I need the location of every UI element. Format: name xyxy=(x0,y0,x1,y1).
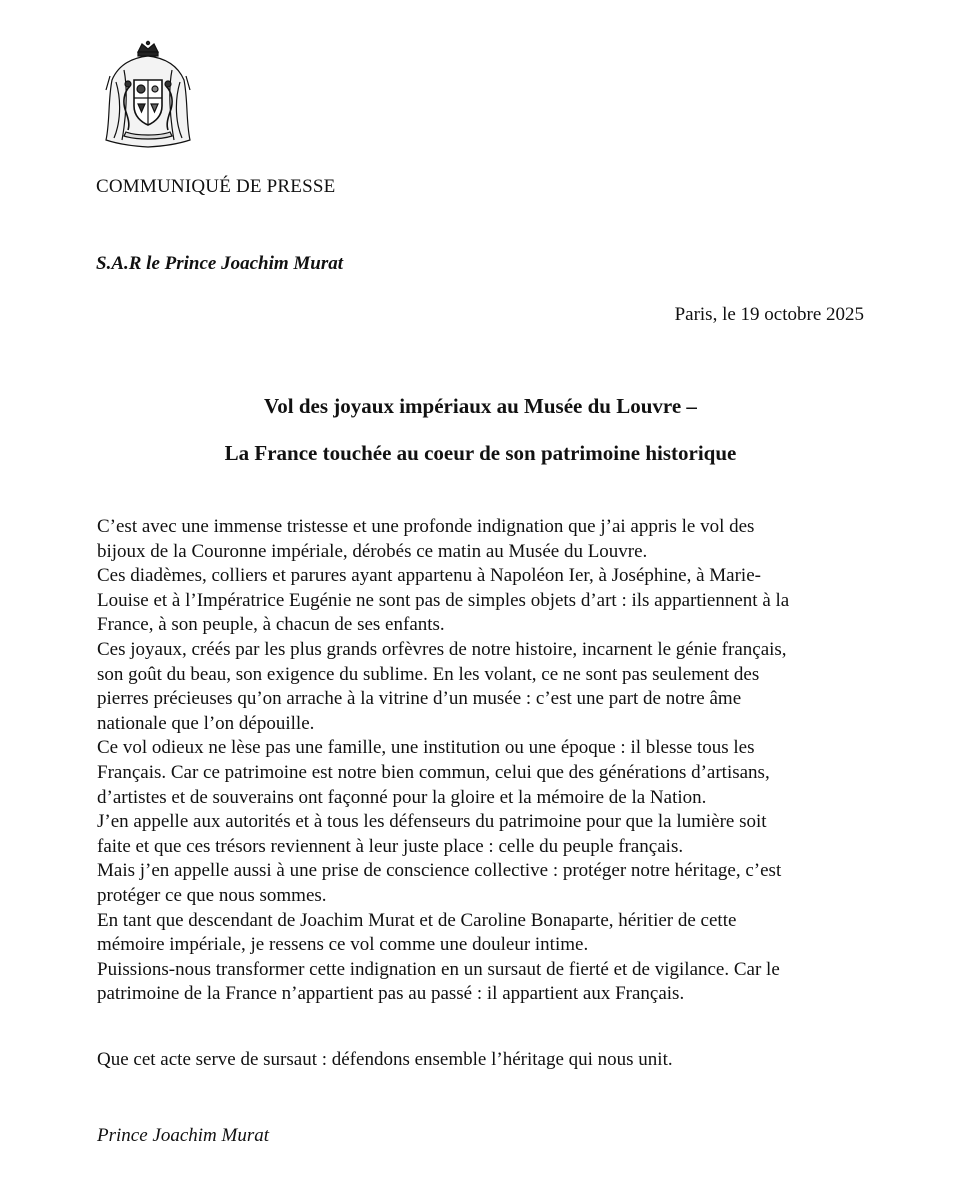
body-paragraph: En tant que descendant de Joachim Murat et de Caroline Bonaparte, héritier de cette mémoire impériale, je ressens ce vol comme une douleur intime. xyxy=(97,909,737,956)
body-paragraph: C’est avec une immense tristesse et une profonde indignation que j’ai appris le vol des bijoux de la Couronne impériale, dérobés ce matin au Musée du Louvre. xyxy=(97,516,755,562)
body-paragraph: Puissions-nous transformer cette indignation en un sursaut de fierté et de vigilance. Car le patrimoine de la France n’appartient pas au passé : il appartient aux Français. xyxy=(97,958,780,1005)
body-paragraph: Ces diadèmes, colliers et parures ayant appartenu à Napoléon Ier, à Joséphine, à Marie- Louise et à l’Impératrice Eugénie ne sont pas de simples objets d’art : ils appartiennent à la France, à son peuple, à chacun de ses enfants. xyxy=(97,565,790,636)
body-paragraph: Ce vol odieux ne lèse pas une famille, une institution ou une époque : il blesse tous les Français. Car ce patrimoine est notre bien commun, celui que des générations d’artisans, d’artistes et de souverains ont façonné pour la gloire et la mémoire de la Nation. xyxy=(97,737,770,808)
coat-of-arms-icon xyxy=(100,40,196,150)
body-paragraph: J’en appelle aux autorités et à tous les défenseurs du patrimoine pour que la lumière soit faite et que ces trésors reviennent à leur juste place : celle du peuple français. xyxy=(97,811,767,857)
document-title-line-1: Vol des joyaux impériaux au Musée du Louvre – xyxy=(264,394,697,418)
document-title-line-2: La France touchée au coeur de son patrimoine historique xyxy=(224,441,737,465)
closing-sentence: Que cet acte serve de sursaut : défendons ensemble l’héritage qui nous unit. xyxy=(97,1049,673,1070)
signature: Prince Joachim Murat xyxy=(97,1125,270,1146)
body-paragraph: Ces joyaux, créés par les plus grands orfèvres de notre histoire, incarnent le génie français, son goût du beau, son exigence du sublime. En les volant, ce ne sont pas seulement des pierres précieuses qu’on arrache à la vitrine d’un musée : c’est une part de notre âme nationale que l’on dépouille. xyxy=(97,638,787,734)
dateline: Paris, le 19 octobre 2025 xyxy=(674,304,864,325)
body-text xyxy=(97,515,877,1007)
sender-name: S.A.R le Prince Joachim Murat xyxy=(96,253,344,274)
body-paragraph: Mais j’en appelle aussi à une prise de conscience collective : protéger notre héritage, c’est protéger ce que nous sommes. xyxy=(97,860,782,906)
document-type-label: COMMUNIQUÉ DE PRESSE xyxy=(96,176,336,197)
